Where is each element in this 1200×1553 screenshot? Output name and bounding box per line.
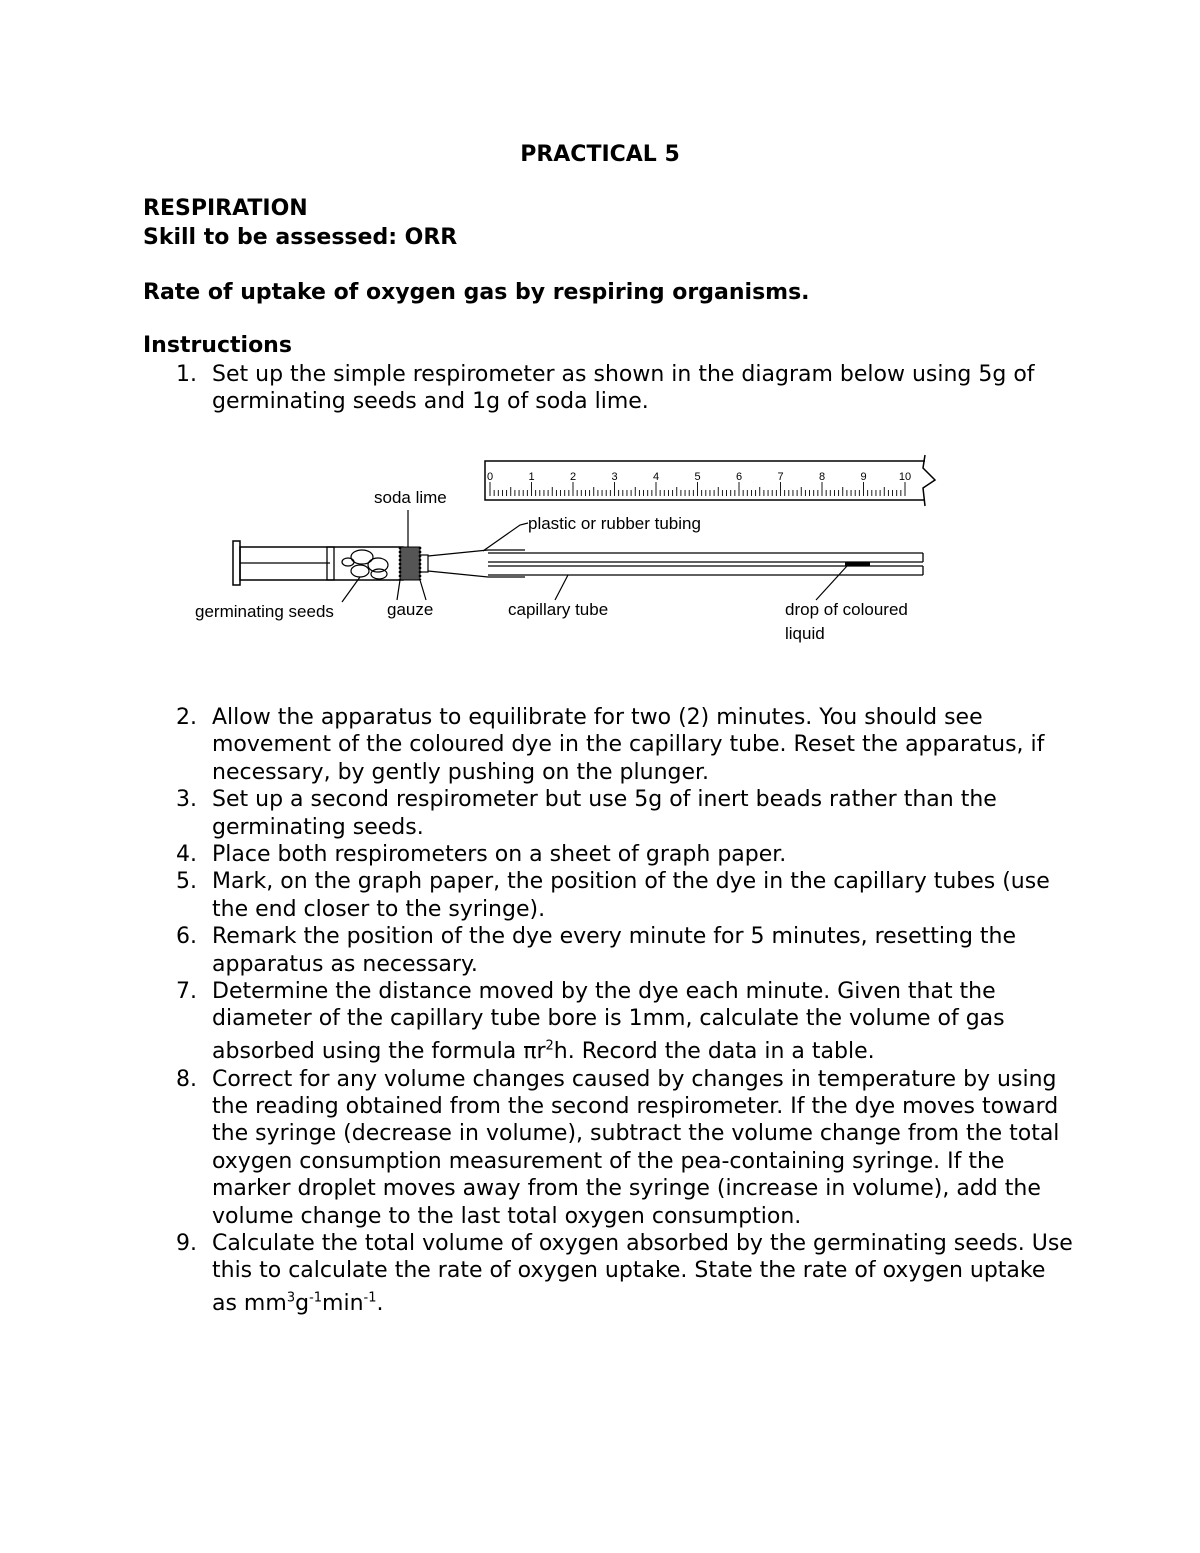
instruction-item xyxy=(143,868,1073,923)
drop-label-line2: liquid xyxy=(785,624,825,643)
instruction-item xyxy=(143,923,1073,978)
respirometer-diagram xyxy=(190,450,950,650)
instruction-text: Correct for any volume changes caused by changes in temperature by using the reading obtained from the second respirometer. If the dye moves toward the syringe (decrease in volume), subtract the volume change from the total oxygen consumption measurement of the pea-containing syringe. If the marker droplet moves away from the syringe (increase in volume), add the volume change to the last total oxygen consumption. xyxy=(212,1066,1060,1229)
soda-lime-label: soda lime xyxy=(374,488,447,507)
instruction-item xyxy=(143,786,1073,841)
topic-heading: RESPIRATION xyxy=(143,196,308,221)
drop-label-line1: drop of coloured xyxy=(785,600,908,619)
instruction-text: Set up the simple respirometer as shown in the diagram below using 5g of germinating seeds and 1g of soda lime. xyxy=(212,362,1035,415)
ruler-ticks xyxy=(490,482,905,496)
instructions-heading: Instructions xyxy=(143,333,292,358)
instruction-text: Set up a second respirometer but use 5g of inert beads rather than the germinating seeds. xyxy=(212,787,997,840)
instruction-item xyxy=(143,704,1073,786)
instruction-number: 3. xyxy=(176,787,197,813)
instruction-number: 7. xyxy=(176,979,197,1005)
ruler-tick-label: 8 xyxy=(818,471,826,483)
ruler-tick-label: 2 xyxy=(569,471,577,483)
ruler-tick-label: 4 xyxy=(652,471,660,483)
instruction-list-part1 xyxy=(143,361,1073,416)
instruction-number: 4. xyxy=(176,842,197,868)
ruler-tick-label: 5 xyxy=(694,471,701,483)
instruction-text: Calculate the total volume of oxygen absorbed by the germinating seeds. Use this to calculate the rate of oxygen uptake. State the rate of oxygen uptake as $mm^3g^{-1}\min^{-1}$. xyxy=(212,1231,1073,1317)
ruler-labels xyxy=(487,471,911,483)
ruler-tick-label: 3 xyxy=(611,471,618,483)
ruler-tick-label: 9 xyxy=(860,471,867,483)
skill-heading: Skill to be assessed: ORR xyxy=(143,225,458,250)
instruction-number: 9. xyxy=(176,1231,197,1257)
plunger-handle xyxy=(233,541,240,585)
instruction-text: Remark the position of the dye every minute for 5 minutes, resetting the apparatus as necessary. xyxy=(212,924,1017,977)
aim-heading: Rate of uptake of oxygen gas by respiring organisms. xyxy=(143,280,810,305)
instruction-number: 6. xyxy=(176,924,197,950)
ruler-scale xyxy=(485,455,935,506)
instruction-text: Mark, on the graph paper, the position of the dye in the capillary tubes (use the end closer to the syringe). xyxy=(212,869,1050,922)
gauze-label: gauze xyxy=(387,600,434,619)
ruler-tick-label: 6 xyxy=(735,471,743,483)
instruction-number: 2. xyxy=(176,705,197,730)
instruction-item xyxy=(143,361,1073,416)
germinating-seeds xyxy=(342,550,388,579)
soda-lime xyxy=(400,547,420,580)
page-title: PRACTICAL 5 xyxy=(520,142,680,167)
instruction-number: 5. xyxy=(176,869,197,895)
ruler-tick-label: 10 xyxy=(898,471,912,483)
ruler-tick-label: 0 xyxy=(486,471,494,483)
instruction-text: Determine the distance moved by the dye each minute. Given that the diameter of the capillary tube bore is 1mm, calculate the volume of gas absorbed using the formula $\pi r^2h$. Record the data in a table. xyxy=(212,979,1005,1065)
ruler-tick-label: 7 xyxy=(777,471,784,483)
ruler-break xyxy=(923,455,935,506)
instruction-text: Allow the apparatus to equilibrate for two (2) minutes. You should see movement of the coloured dye in the capillary tube. Reset the apparatus, if necessary, by gently pushing on the plunger. xyxy=(212,705,1045,785)
capillary-label: capillary tube xyxy=(508,600,609,619)
seeds-label: germinating seeds xyxy=(195,602,334,621)
instruction-list-part2 xyxy=(143,704,1073,1318)
tubing-label: plastic or rubber tubing xyxy=(528,514,701,533)
instruction-item xyxy=(143,841,1073,868)
ruler-tick-label: 1 xyxy=(528,471,535,483)
instruction-number: 8. xyxy=(176,1066,197,1092)
instruction-text: Place both respirometers on a sheet of graph paper. xyxy=(212,842,787,868)
instruction-item xyxy=(143,1066,1073,1230)
instruction-item xyxy=(143,1230,1073,1318)
instruction-item xyxy=(143,978,1073,1066)
instruction-number: 1. xyxy=(176,362,197,387)
